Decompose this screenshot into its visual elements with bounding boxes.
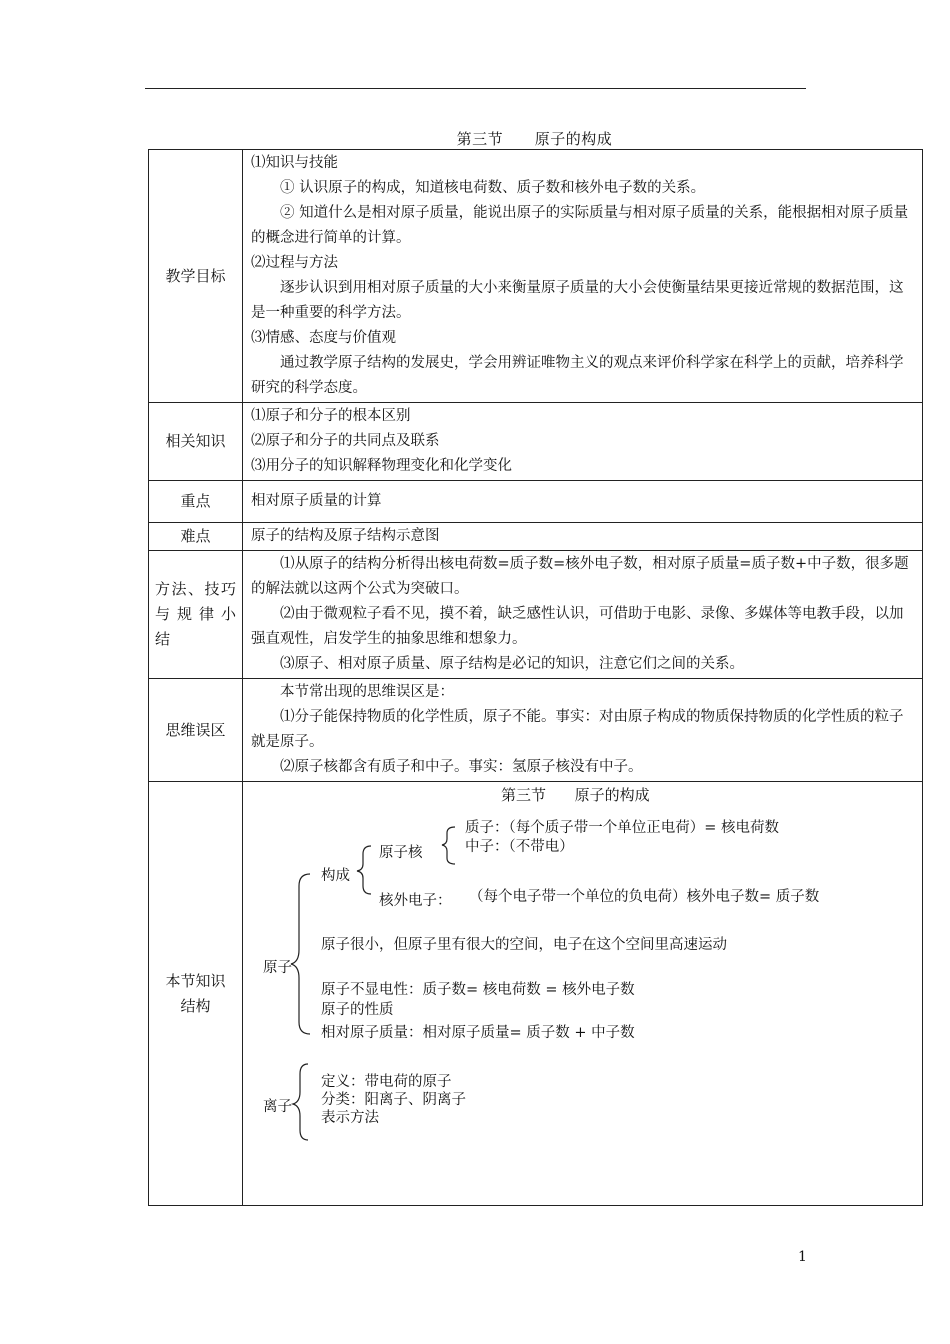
mistake-line: ⑴分子能保持物质的化学性质，原子不能。事实：对由原子构成的物质保持物质的化学性质的粒子就是原子。 bbox=[251, 709, 904, 750]
content-related bbox=[243, 403, 923, 481]
ion-classification: 分类：阳离子、阴离子 bbox=[321, 1092, 466, 1108]
composition-brace bbox=[357, 846, 371, 894]
page-number: 1 bbox=[798, 1249, 807, 1265]
related-line: ⑶用分子的知识解释物理变化和化学变化 bbox=[251, 458, 512, 474]
content-goals bbox=[243, 150, 923, 403]
label-difficult: 难点 bbox=[149, 523, 243, 551]
key-text: 相对原子质量的计算 bbox=[251, 493, 382, 509]
label-related: 相关知识 bbox=[149, 403, 243, 481]
proton-text: 质子：（每个质子带一个单位正电荷）= 核电荷数 bbox=[465, 820, 780, 836]
lesson-table bbox=[148, 149, 923, 1206]
goal-line: ① 认识原子的构成，知道核电荷数、质子数和核外电子数的关系。 bbox=[280, 180, 706, 196]
page-title: 第三节 原子的构成 bbox=[456, 130, 613, 148]
row-structure bbox=[149, 782, 923, 1206]
ion-brace bbox=[293, 1064, 308, 1140]
content-key bbox=[243, 481, 923, 523]
goal-line: ⑶情感、态度与价值观 bbox=[251, 330, 396, 346]
label-key: 重点 bbox=[149, 481, 243, 523]
row-related bbox=[149, 403, 923, 481]
method-line: ⑴从原子的结构分析得出核电荷数=质子数=核外电子数，相对原子质量=质子数+中子数，很多题的解法就以这两个公式为突破口。 bbox=[251, 556, 909, 597]
goal-line: 逐步认识到用相对原子质量的大小来衡量原子质量的大小会使衡量结果更接近常规的数据范围，这是一种重要的科学方法。 bbox=[251, 280, 904, 321]
properties-text: 原子的性质 bbox=[321, 1002, 394, 1018]
atom-brace bbox=[291, 874, 310, 1034]
related-line: ⑴原子和分子的根本区别 bbox=[251, 408, 411, 424]
knowledge-structure-diagram bbox=[243, 782, 923, 1206]
nucleus-text: 原子核 bbox=[379, 845, 423, 861]
neutral-text: 原子不显电性：质子数= 核电荷数 = 核外电子数 bbox=[321, 982, 635, 998]
structure-heading: 第三节 原子的构成 bbox=[501, 786, 650, 804]
label-goals: 教学目标 bbox=[149, 150, 243, 403]
difficult-text: 原子的结构及原子结构示意图 bbox=[251, 528, 440, 544]
ion-text: 离子 bbox=[263, 1099, 292, 1115]
structure-label-text: 本节知识结构 bbox=[165, 971, 226, 1015]
atom-text: 原子 bbox=[263, 960, 292, 976]
row-key bbox=[149, 481, 923, 523]
label-mistakes: 思维误区 bbox=[149, 679, 243, 782]
composition-text: 构成 bbox=[321, 868, 350, 884]
neutron-text: 中子：（不带电） bbox=[465, 839, 574, 855]
relative-mass-text: 相对原子质量：相对原子质量= 质子数 + 中子数 bbox=[321, 1025, 635, 1041]
row-mistakes bbox=[149, 679, 923, 782]
content-mistakes bbox=[243, 679, 923, 782]
row-methods bbox=[149, 551, 923, 679]
row-difficult bbox=[149, 523, 923, 551]
ion-notation: 表示方法 bbox=[321, 1110, 379, 1126]
header-rule bbox=[145, 88, 806, 89]
ion-definition: 定义：带电荷的原子 bbox=[321, 1074, 452, 1090]
electron-desc: （每个电子带一个单位的负电荷）核外电子数= 质子数 bbox=[469, 889, 820, 905]
content-methods bbox=[243, 551, 923, 679]
goal-line: 通过教学原子结构的发展史，学会用辨证唯物主义的观点来评价科学家在科学上的贡献，培养科学研究的科学态度。 bbox=[251, 355, 904, 396]
electron-label: 核外电子： bbox=[379, 893, 452, 909]
goal-line: ② 知道什么是相对原子质量，能说出原子的实际质量与相对原子质量的关系，能根据相对原子质量的概念进行简单的计算。 bbox=[251, 205, 909, 246]
space-text: 原子很小，但原子里有很大的空间，电子在这个空间里高速运动 bbox=[321, 937, 727, 953]
goal-line: ⑴知识与技能 bbox=[251, 155, 338, 171]
label-structure bbox=[149, 782, 243, 1206]
content-difficult bbox=[243, 523, 923, 551]
label-methods: 方法、技巧与 规 律 小结 bbox=[149, 551, 243, 679]
nucleus-brace bbox=[442, 827, 455, 864]
method-line: ⑶原子、相对原子质量、原子结构是必记的知识，注意它们之间的关系。 bbox=[280, 656, 744, 672]
goal-line: ⑵过程与方法 bbox=[251, 255, 338, 271]
mistake-line: 本节常出现的思维误区是： bbox=[280, 684, 454, 700]
row-goals bbox=[149, 150, 923, 403]
mistake-line: ⑵原子核都含有质子和中子。事实：氢原子核没有中子。 bbox=[280, 759, 643, 775]
related-line: ⑵原子和分子的共同点及联系 bbox=[251, 433, 440, 449]
method-line: ⑵由于微观粒子看不见，摸不着，缺乏感性认识，可借助于电影、录像、多媒体等电教手段，以加强直观性，启发学生的抽象思维和想象力。 bbox=[251, 606, 904, 647]
